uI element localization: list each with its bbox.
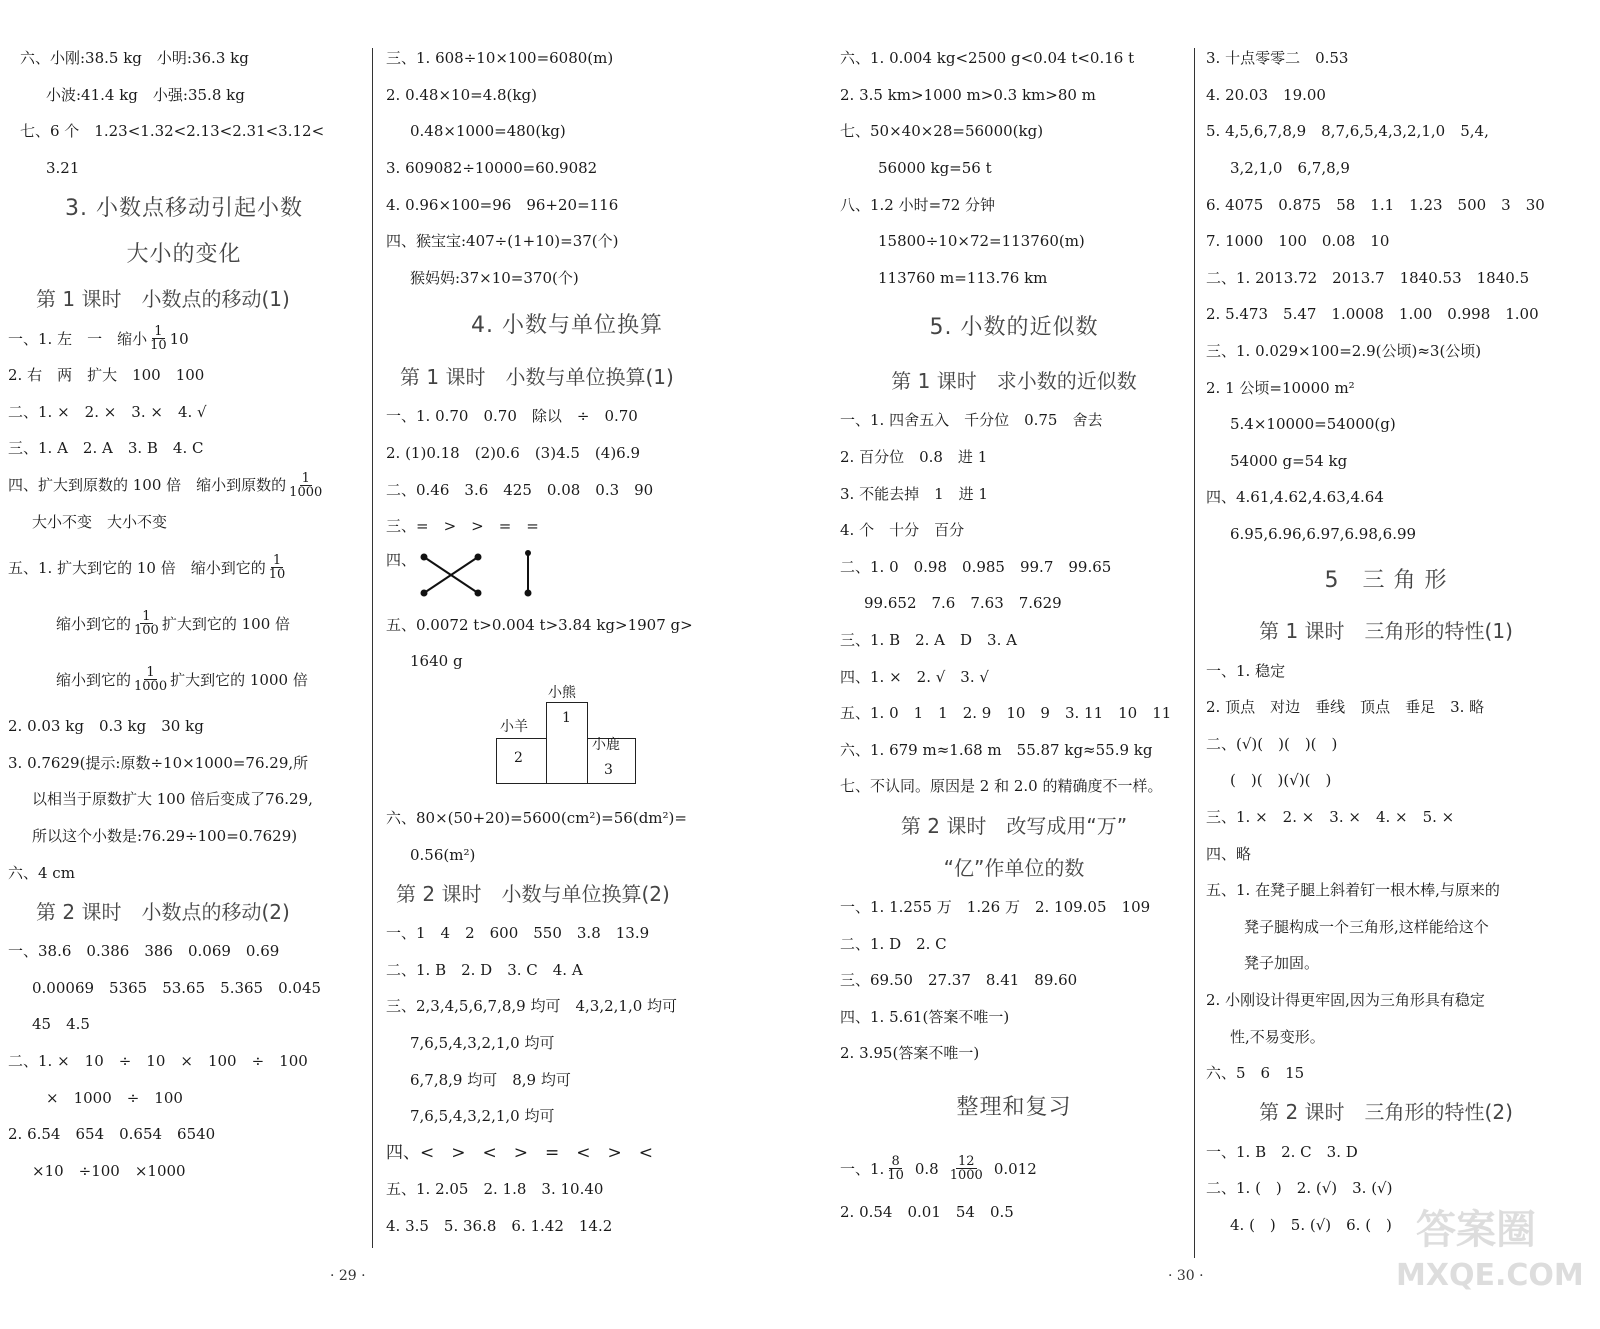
answer-line: 2. 3.5 km>1000 m>0.3 km>80 m — [840, 85, 1096, 104]
answer-line: 六、1. 679 m≈1.68 m 55.87 kg≈55.9 kg — [840, 740, 1153, 759]
answer-line: 二、1. B 2. D 3. C 4. A — [386, 960, 583, 979]
answer-line: 一、1. B 2. C 3. D — [1206, 1142, 1358, 1161]
answer-line: 凳子腿构成一个三角形,这样能给这个 — [1244, 917, 1489, 936]
third-place-number: 3 — [604, 761, 613, 778]
answer-line: 二、1. D 2. C — [840, 934, 947, 953]
answer-line: 三、1. 608÷10×100=6080(m) — [386, 49, 614, 68]
page-number-left: · 29 · — [330, 1268, 366, 1284]
answer-line: 五、1. 在凳子腿上斜着钉一根木棒,与原来的 — [1206, 881, 1500, 900]
answer-line: 四、4.61,4.62,4.63,4.64 — [1206, 488, 1384, 507]
fraction: $\frac{1}{1000}$ — [134, 665, 168, 695]
matching-question: 四、 — [386, 545, 748, 607]
answer-line: 一、1. 0.70 0.70 除以 ÷ 0.70 — [386, 407, 638, 426]
answer-line: 2. 百分位 0.8 进 1 — [840, 448, 988, 467]
answer-line: 2. 3.95(答案不唯一) — [840, 1044, 980, 1063]
answer-line: 五、0.0072 t>0.004 t>3.84 kg>1907 g> — [386, 615, 693, 634]
answer-line: 性,不易变形。 — [1230, 1027, 1325, 1046]
section-title: 3. 小数点移动引起小数 — [65, 196, 303, 222]
answer-line: 二、1. ( ) 2. (√) 3. (√) — [1206, 1179, 1393, 1198]
answer-line: 二、0.46 3.6 425 0.08 0.3 90 — [386, 480, 654, 499]
answer-line: 0.00069 5365 53.65 5.365 0.045 — [32, 978, 322, 997]
answer-line: 6,7,8,9 均可 8,9 均可 — [410, 1070, 571, 1089]
watermark-logo-text: 答案圈 — [1416, 1207, 1536, 1253]
answer-line: 2. 顶点 对边 垂线 顶点 垂足 3. 略 — [1206, 698, 1485, 717]
page-number-right: · 30 · — [1168, 1268, 1204, 1284]
answer-line: 99.652 7.6 7.63 7.629 — [864, 594, 1062, 613]
answer-line: 大小不变 大小不变 — [32, 512, 168, 531]
answer-line: 1640 g — [410, 652, 463, 671]
answer-line: 54000 g=54 kg — [1230, 451, 1348, 470]
answer-line: 三、69.50 27.37 8.41 89.60 — [840, 971, 1078, 990]
answer-line: 4. ( ) 5. (√) 6. ( ) — [1230, 1215, 1392, 1234]
answer-line: 二、1. 2013.72 2013.7 1840.53 1840.5 — [1206, 268, 1530, 287]
answer-line: 3. 0.7629(提示:原数÷10×1000=76.29,所 — [8, 753, 309, 772]
lesson-title: “亿”作单位的数 — [943, 855, 1085, 880]
answer-line: 2. 0.48×10=4.8(kg) — [386, 85, 537, 104]
section-title: 大小的变化 — [126, 242, 242, 268]
answer-line: 六、1. 0.004 kg<2500 g<0.04 t<0.16 t — [840, 49, 1135, 68]
answer-line: 一、1. 四舍五入 千分位 0.75 舍去 — [840, 411, 1103, 430]
answer-line: 七、50×40×28=56000(kg) — [840, 122, 1044, 141]
answer-line: 5.4×10000=54000(g) — [1230, 415, 1396, 434]
answer-line: 六、小刚:38.5 kg 小明:36.3 kg — [20, 49, 249, 68]
answer-line: 四、1. 5.61(答案不唯一) — [840, 1007, 1010, 1026]
fraction: $\frac{8}{10}$ — [887, 1154, 904, 1184]
lesson-title: 第 2 课时 小数与单位换算(2) — [396, 881, 670, 906]
answer-line: 缩小到它的 $\frac{1}{100}$ 扩大到它的 100 倍 — [56, 609, 291, 639]
fraction: $\frac{12}{1000}$ — [949, 1154, 983, 1184]
answer-line: 八、1.2 小时=72 分钟 — [840, 195, 996, 214]
answer-line: 二、1. × 10 ÷ 10 × 100 ÷ 100 — [8, 1051, 308, 1070]
answer-line: 56000 kg=56 t — [878, 159, 992, 178]
answer-line: 所以这个小数是:76.29÷100=0.7629) — [32, 827, 298, 846]
answer-line: 2. 0.03 kg 0.3 kg 30 kg — [8, 717, 204, 736]
answer-line: 二、1. 0 0.98 0.985 99.7 99.65 — [840, 557, 1112, 576]
section-title: 5 三 角 形 — [1324, 568, 1448, 594]
answer-line: 三、1. B 2. A D 3. A — [840, 631, 1017, 650]
answer-line: 2. 0.54 0.01 54 0.5 — [840, 1202, 1014, 1221]
second-place-number: 2 — [514, 749, 523, 766]
answer-line: 四、1. × 2. √ 3. √ — [840, 667, 989, 686]
first-place-number: 1 — [562, 709, 571, 726]
column-divider-right — [1194, 48, 1195, 1258]
podium-diagram — [476, 680, 656, 800]
answer-line: 七、不认同。原因是 2 和 2.0 的精确度不一样。 — [840, 777, 1163, 796]
answer-line: 六、5 6 15 — [1206, 1064, 1305, 1083]
answer-line: 五、1. 2.05 2. 1.8 3. 10.40 — [386, 1180, 604, 1199]
lesson-title: 第 1 课时 三角形的特性(1) — [1259, 619, 1513, 644]
page30-column-right — [1206, 40, 1566, 1243]
lesson-title: 第 2 课时 改写成用“万” — [900, 813, 1128, 838]
answer-line: 4. 20.03 19.00 — [1206, 85, 1326, 104]
lesson-title: 第 2 课时 三角形的特性(2) — [1259, 1100, 1513, 1125]
answer-line: 三、1. 0.029×100=2.9(公顷)≈3(公顷) — [1206, 342, 1482, 361]
answer-line: 4. 个 十分 百分 — [840, 521, 965, 540]
fraction: $\frac{1}{1000}$ — [289, 470, 323, 500]
watermark-url-text: MXQE.COM — [1396, 1258, 1584, 1293]
answer-line: 一、38.6 0.386 386 0.069 0.69 — [8, 942, 280, 961]
answer-line: 2. 右 两 扩大 100 100 — [8, 366, 205, 385]
answer-line: 四、猴宝宝:407÷(1+10)=37(个) — [386, 232, 619, 251]
fraction: $\frac{1}{100}$ — [134, 609, 159, 639]
lesson-title: 第 1 课时 小数点的移动(1) — [36, 287, 290, 312]
answer-line: 五、1. 0 1 1 2. 9 10 9 3. 11 10 11 — [840, 704, 1172, 723]
answer-line: 二、1. × 2. × 3. × 4. √ — [8, 402, 207, 421]
page30-column-left — [840, 40, 1188, 1230]
answer-line: 0.56(m²) — [410, 845, 476, 864]
answer-line: 四、略 — [1206, 844, 1252, 863]
answer-line: 凳子加固。 — [1244, 954, 1320, 973]
column-divider-left — [372, 48, 373, 1248]
answer-line: ×10 ÷100 ×1000 — [32, 1161, 186, 1180]
answer-line: 3. 十点零零二 0.53 — [1206, 49, 1349, 68]
page29-column-left — [8, 40, 360, 1189]
section-title: 整理和复习 — [956, 1094, 1072, 1120]
answer-line: 2. 1 公顷=10000 m² — [1206, 378, 1355, 397]
answer-line: 2. (1)0.18 (2)0.6 (3)4.5 (4)6.9 — [386, 444, 641, 463]
answer-line: 一、1. 左 一 缩小 $\frac{1}{10}$ 10 — [8, 324, 189, 354]
answer-line: 4. 0.96×100=96 96+20=116 — [386, 195, 619, 214]
answer-line: 7,6,5,4,3,2,1,0 均可 — [410, 1033, 555, 1052]
answer-line: 45 4.5 — [32, 1015, 90, 1034]
answer-line: 0.48×1000=480(kg) — [410, 122, 566, 141]
second-place-label: 小羊 — [500, 718, 528, 735]
third-place-label: 小鹿 — [592, 736, 620, 753]
answer-line: 2. 6.54 654 0.654 6540 — [8, 1125, 216, 1144]
answer-line: 2. 小刚设计得更牢固,因为三角形具有稳定 — [1206, 990, 1485, 1009]
answer-line: 六、4 cm — [8, 863, 75, 882]
answer-line: 3. 不能去掉 1 进 1 — [840, 484, 988, 503]
answer-line: 113760 m=113.76 km — [878, 268, 1048, 287]
section-title: 5. 小数的近似数 — [929, 315, 1099, 341]
answer-line: 猴妈妈:37×10=370(个) — [410, 268, 579, 287]
answer-line: 五、1. 扩大到它的 10 倍 缩小到它的 $\frac{1}{10}$ — [8, 553, 286, 583]
matching-lines-diagram — [416, 545, 546, 601]
lesson-title: 第 1 课时 求小数的近似数 — [891, 369, 1137, 394]
answer-line: 一、1 4 2 600 550 3.8 13.9 — [386, 924, 650, 943]
section-title: 4. 小数与单位换算 — [471, 313, 663, 339]
answer-line: 三、1. A 2. A 3. B 4. C — [8, 439, 204, 458]
answer-line: 15800÷10×72=113760(m) — [878, 232, 1085, 251]
answer-line: 三、1. × 2. × 3. × 4. × 5. × — [1206, 807, 1455, 826]
answer-line: 7. 1000 100 0.08 10 — [1206, 232, 1390, 251]
answer-line: 一、1. 1.255 万 1.26 万 2. 109.05 109 — [840, 897, 1151, 916]
answer-line: 缩小到它的 $\frac{1}{1000}$ 扩大到它的 1000 倍 — [56, 665, 308, 695]
site-watermark — [1386, 1188, 1586, 1308]
fraction: $\frac{1}{10}$ — [150, 324, 167, 354]
first-place-label: 小熊 — [548, 684, 576, 701]
answer-line: 7,6,5,4,3,2,1,0 均可 — [410, 1107, 555, 1126]
answer-line: 四、< > < > = < > < — [386, 1142, 653, 1163]
page29-column-right — [386, 40, 748, 1244]
answer-line: 3. 609082÷10000=60.9082 — [386, 159, 598, 178]
answer-line: 5. 4,5,6,7,8,9 8,7,6,5,4,3,2,1,0 5,4, — [1206, 122, 1489, 141]
answer-line: 6. 4075 0.875 58 1.1 1.23 500 3 30 — [1206, 195, 1545, 214]
answer-line: 六、80×(50+20)=5600(cm²)=56(dm²)= — [386, 809, 687, 828]
answer-line: 小波:41.4 kg 小强:35.8 kg — [46, 85, 245, 104]
answer-line: 3.21 — [46, 159, 80, 178]
answer-line: 四、扩大到原数的 100 倍 缩小到原数的 $\frac{1}{1000}$ — [8, 470, 323, 500]
answer-line: 以相当于原数扩大 100 倍后变成了76.29, — [32, 790, 313, 809]
answer-line: 七、6 个 1.23<1.32<2.13<2.31<3.12< — [20, 122, 325, 141]
answer-line: 三、= > > = = — [386, 517, 539, 536]
answer-line: 一、1. 稳定 — [1206, 661, 1286, 680]
answer-line: 4. 3.5 5. 36.8 6. 1.42 14.2 — [386, 1216, 613, 1235]
answer-line: 2. 5.473 5.47 1.0008 1.00 0.998 1.00 — [1206, 305, 1539, 324]
lesson-title: 第 2 课时 小数点的移动(2) — [36, 899, 290, 924]
answer-line: 三、2,3,4,5,6,7,8,9 均可 4,3,2,1,0 均可 — [386, 997, 678, 1016]
fraction: $\frac{1}{10}$ — [268, 553, 286, 583]
lesson-title: 第 1 课时 小数与单位换算(1) — [400, 365, 674, 390]
answer-line: × 1000 ÷ 100 — [46, 1088, 183, 1107]
answer-line: 6.95,6.96,6.97,6.98,6.99 — [1230, 525, 1417, 544]
answer-line: 一、1. $\frac{8}{10}$ 0.8 $\frac{12}{1000}$ 0.012 — [840, 1154, 1037, 1184]
answer-line: 3,2,1,0 6,7,8,9 — [1230, 159, 1350, 178]
answer-line: ( )( )(√)( ) — [1230, 771, 1332, 790]
answer-line: 二、(√)( )( )( ) — [1206, 734, 1338, 753]
